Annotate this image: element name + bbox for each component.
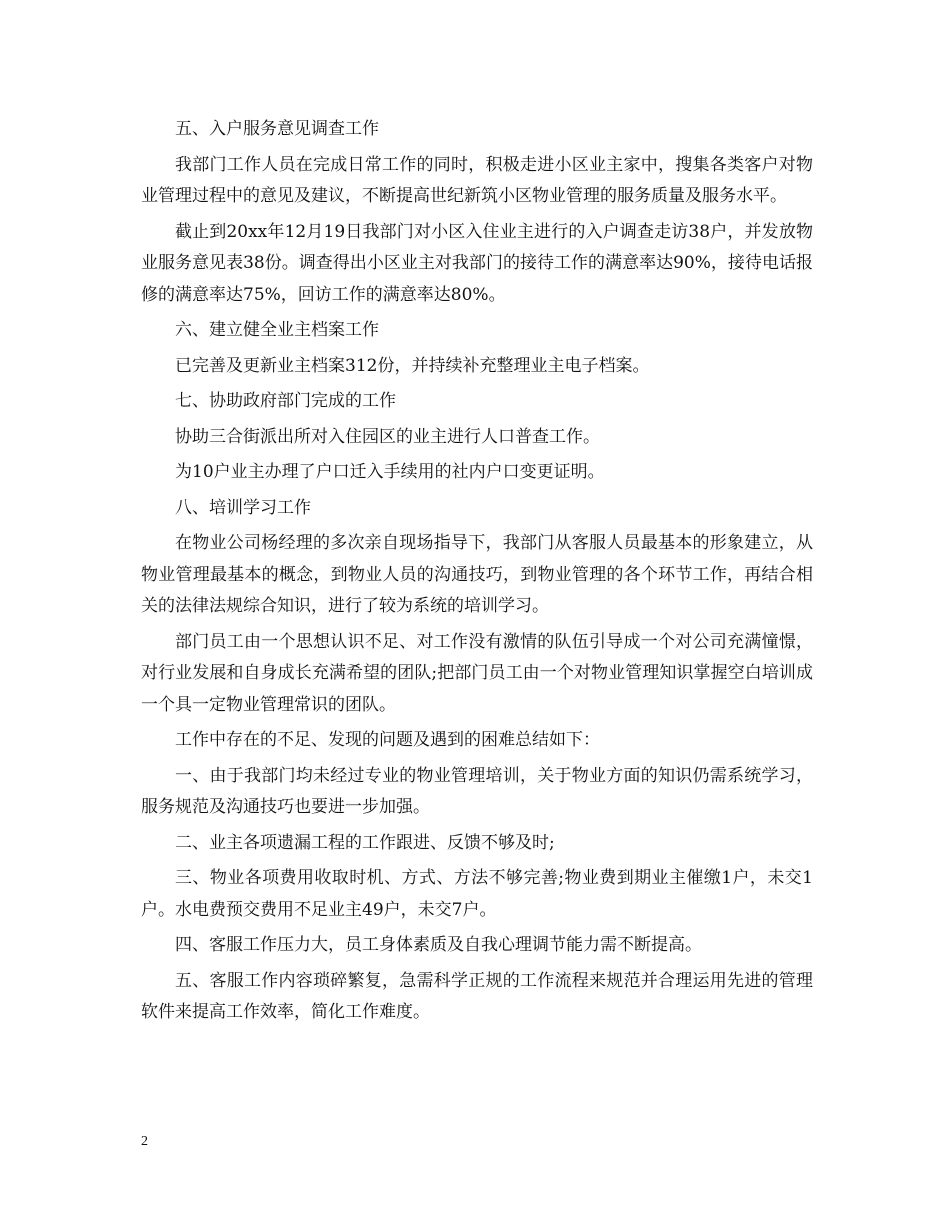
list-item: 一、由于我部门均未经过专业的物业管理培训，关于物业方面的知识仍需系统学习，服务规范及沟通技巧也要进一步加强。 [141,765,813,817]
section-heading-6: 六、建立健全业主档案工作 [175,320,379,340]
paragraph: 为10户业主办理了户口迁入手续用的社内户口变更证明。 [175,462,605,482]
list-item: 四、客服工作压力大，员工身体素质及自我心理调节能力需不断提高。 [175,935,702,955]
paragraph: 协助三合街派出所对入住园区的业主进行人口普查工作。 [175,426,600,447]
section-heading-8: 八、培训学习工作 [175,497,311,518]
paragraph: 我部门工作人员在完成日常工作的同时，积极走进小区业主家中，搜集各类客户对物业管理过程中的意见及建议，不断提高世纪新筑小区物业管理的服务质量及服务水平。 [141,154,813,206]
paragraph: 已完善及更新业主档案312份，并持续补充整理业主电子档案。 [175,355,650,376]
section-heading-5: 五、入户服务意见调查工作 [175,119,379,139]
paragraph: 在物业公司杨经理的多次亲自现场指导下，我部门从客服人员最基本的形象建立，从物业管理最基本的概念，到物业人员的沟通技巧，到物业管理的各个环节工作，再结合相关的法律法规综合知识，进行了较为系统的培训学习。 [141,533,813,616]
paragraph: 工作中存在的不足、发现的问题及遇到的困难总结如下： [175,730,600,750]
paragraph: 截止到20xx年12月19日我部门对小区入住业主进行的入户调查走访38户，并发放物业服务意见表38份。调查得出小区业主对我部门的接待工作的满意率达90%，接待电话报修的满意率达75%，回访工作的满意率达80%。 [141,221,813,305]
document-body [141,114,813,1033]
page-number: 2 [141,1134,148,1149]
paragraph: 部门员工由一个思想认识不足、对工作没有激情的队伍引导成一个对公司充满憧憬，对行业发展和自身成长充满希望的团队;把部门员工由一个对物业管理知识掌握空白培训成一个具一定物业管理常识的团队。 [141,631,813,715]
list-item: 三、物业各项费用收取时机、方式、方法不够完善;物业费到期业主催缴1户，未交1户。水电费预交费用不足业主49户，未交7户。 [141,868,813,920]
section-heading-7: 七、协助政府部门完成的工作 [175,391,396,411]
list-item: 五、客服工作内容琐碎繁复，急需科学正规的工作流程来规范并合理运用先进的管理软件来提高工作效率，简化工作难度。 [141,970,813,1022]
list-item: 二、业主各项遗漏工程的工作跟进、反馈不够及时; [175,832,555,853]
